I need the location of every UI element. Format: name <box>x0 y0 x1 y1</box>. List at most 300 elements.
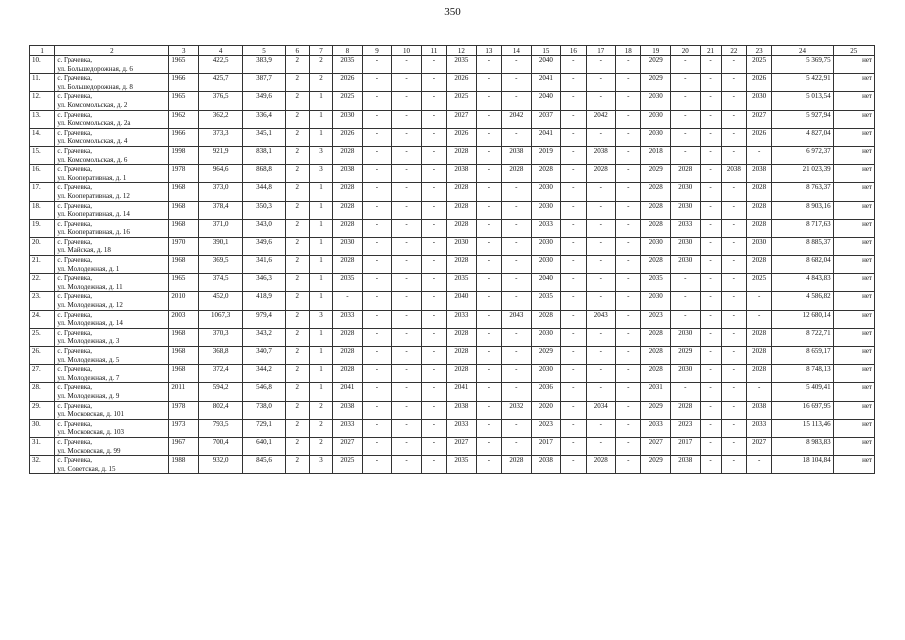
value-cell: 1962 <box>169 110 199 128</box>
address-street: ул. Молодежная, д. 1 <box>57 264 120 273</box>
value-cell: - <box>362 292 392 310</box>
value-cell: 5 369,75 <box>772 56 833 74</box>
column-number-cell: 11 <box>421 46 446 56</box>
value-cell: 2038 <box>447 401 477 419</box>
value-cell: 2 <box>285 146 309 164</box>
value-cell: 2028 <box>447 146 477 164</box>
value-cell: 2028 <box>641 256 671 274</box>
row-number-cell: 18. <box>30 201 55 219</box>
value-cell: 1 <box>309 328 332 346</box>
value-cell: 2029 <box>641 165 671 183</box>
value-cell: - <box>502 383 532 401</box>
value-cell: 2 <box>285 237 309 255</box>
value-cell: 2030 <box>670 256 700 274</box>
value-cell: - <box>700 56 721 74</box>
value-cell: 640,1 <box>243 437 285 455</box>
value-cell: 2026 <box>333 74 363 92</box>
row-number-cell: 29. <box>30 401 55 419</box>
value-cell: - <box>392 401 422 419</box>
address-locality: с. Грачевка, <box>57 74 92 83</box>
value-cell: 2017 <box>531 437 561 455</box>
address-locality: с. Грачевка, <box>57 365 92 374</box>
value-cell: - <box>476 310 501 328</box>
value-cell: - <box>392 165 422 183</box>
column-number-cell: 17 <box>586 46 616 56</box>
value-cell: 2034 <box>586 401 616 419</box>
value-cell: нет <box>833 128 874 146</box>
value-cell: 2 <box>309 401 332 419</box>
address-locality: с. Грачевка, <box>57 56 92 64</box>
value-cell: - <box>362 256 392 274</box>
value-cell: 5 422,91 <box>772 74 833 92</box>
column-number-cell: 12 <box>447 46 477 56</box>
value-cell: - <box>476 92 501 110</box>
value-cell: 2028 <box>447 347 477 365</box>
value-cell: - <box>616 201 641 219</box>
value-cell: - <box>476 383 501 401</box>
value-cell: 18 104,84 <box>772 456 833 474</box>
row-number-cell: 24. <box>30 310 55 328</box>
value-cell: 2036 <box>531 383 561 401</box>
value-cell: - <box>362 419 392 437</box>
value-cell: - <box>421 201 446 219</box>
value-cell: 2018 <box>641 146 671 164</box>
value-cell: 2028 <box>586 165 616 183</box>
value-cell: 2023 <box>531 419 561 437</box>
value-cell: 2029 <box>641 56 671 74</box>
address-locality: с. Грачевка, <box>57 92 92 101</box>
value-cell: - <box>392 292 422 310</box>
address-cell <box>55 328 169 346</box>
value-cell: - <box>421 56 446 74</box>
value-cell: - <box>586 92 616 110</box>
value-cell: 2026 <box>447 74 477 92</box>
table-row <box>30 292 875 310</box>
value-cell: - <box>586 365 616 383</box>
value-cell: - <box>476 201 501 219</box>
value-cell: 422,5 <box>198 56 242 74</box>
value-cell: 2028 <box>333 347 363 365</box>
value-cell: 369,5 <box>198 256 242 274</box>
value-cell: нет <box>833 183 874 201</box>
address-locality: с. Грачевка, <box>57 383 92 392</box>
value-cell: - <box>502 292 532 310</box>
value-cell: 2040 <box>531 56 561 74</box>
value-cell: 2030 <box>531 201 561 219</box>
value-cell: 1965 <box>169 92 199 110</box>
value-cell: - <box>421 292 446 310</box>
value-cell: 2041 <box>531 74 561 92</box>
value-cell: 8 659,17 <box>772 347 833 365</box>
value-cell: - <box>670 383 700 401</box>
value-cell: 2035 <box>333 274 363 292</box>
value-cell: - <box>561 146 586 164</box>
value-cell: 2030 <box>641 92 671 110</box>
value-cell: 2043 <box>502 310 532 328</box>
value-cell: - <box>392 201 422 219</box>
value-cell: - <box>586 383 616 401</box>
value-cell: 1968 <box>169 201 199 219</box>
value-cell: 2035 <box>531 292 561 310</box>
table-row <box>30 328 875 346</box>
value-cell: - <box>721 183 746 201</box>
row-number-cell: 27. <box>30 365 55 383</box>
value-cell: - <box>747 383 772 401</box>
value-cell: 2 <box>285 401 309 419</box>
column-number-cell: 13 <box>476 46 501 56</box>
value-cell: 594,2 <box>198 383 242 401</box>
value-cell: - <box>392 310 422 328</box>
value-cell: - <box>616 456 641 474</box>
value-cell: нет <box>833 219 874 237</box>
value-cell: - <box>616 110 641 128</box>
value-cell: 2038 <box>670 456 700 474</box>
value-cell: 1 <box>309 201 332 219</box>
value-cell: - <box>561 56 586 74</box>
value-cell: - <box>502 419 532 437</box>
value-cell: - <box>421 74 446 92</box>
value-cell: 2 <box>309 437 332 455</box>
value-cell: 1 <box>309 292 332 310</box>
value-cell: 2 <box>285 92 309 110</box>
value-cell: 2030 <box>670 201 700 219</box>
value-cell: 2020 <box>531 401 561 419</box>
value-cell: - <box>586 292 616 310</box>
address-locality: с. Грачевка, <box>57 183 92 192</box>
value-cell: 2029 <box>641 401 671 419</box>
value-cell: 921,9 <box>198 146 242 164</box>
value-cell: - <box>476 110 501 128</box>
value-cell: 8 717,63 <box>772 219 833 237</box>
value-cell: - <box>700 365 721 383</box>
value-cell: - <box>476 237 501 255</box>
value-cell: 2003 <box>169 310 199 328</box>
value-cell: - <box>362 219 392 237</box>
value-cell: - <box>561 437 586 455</box>
value-cell: 372,4 <box>198 365 242 383</box>
value-cell: 2026 <box>747 128 772 146</box>
value-cell: - <box>700 419 721 437</box>
value-cell: 2017 <box>670 437 700 455</box>
value-cell: 2028 <box>747 183 772 201</box>
value-cell: - <box>561 292 586 310</box>
value-cell: - <box>476 401 501 419</box>
value-cell: 345,1 <box>243 128 285 146</box>
value-cell: 336,4 <box>243 110 285 128</box>
column-number-cell: 25 <box>833 46 874 56</box>
value-cell: 452,0 <box>198 292 242 310</box>
value-cell: 3 <box>309 456 332 474</box>
value-cell: - <box>421 92 446 110</box>
value-cell: 373,3 <box>198 128 242 146</box>
value-cell: 2023 <box>641 310 671 328</box>
value-cell: 2028 <box>447 365 477 383</box>
value-cell: 2038 <box>747 165 772 183</box>
column-number-cell: 23 <box>747 46 772 56</box>
row-number-cell: 25. <box>30 328 55 346</box>
value-cell: - <box>670 128 700 146</box>
value-cell: - <box>362 201 392 219</box>
value-cell: - <box>392 383 422 401</box>
table-row <box>30 183 875 201</box>
value-cell: - <box>616 383 641 401</box>
value-cell: 2028 <box>747 328 772 346</box>
value-cell: - <box>586 237 616 255</box>
value-cell: 2038 <box>531 456 561 474</box>
value-cell: 2038 <box>586 146 616 164</box>
value-cell: - <box>721 328 746 346</box>
value-cell: - <box>362 328 392 346</box>
address-cell <box>55 183 169 201</box>
value-cell: 845,6 <box>243 456 285 474</box>
value-cell: - <box>421 110 446 128</box>
value-cell: - <box>616 419 641 437</box>
address-street: ул. Комсомольская, д. 2а <box>57 119 131 128</box>
address-locality: с. Грачевка, <box>57 419 92 428</box>
value-cell: 4 586,82 <box>772 292 833 310</box>
value-cell: - <box>670 292 700 310</box>
value-cell: нет <box>833 347 874 365</box>
value-cell: - <box>476 419 501 437</box>
value-cell: нет <box>833 146 874 164</box>
value-cell: нет <box>833 437 874 455</box>
value-cell: - <box>476 292 501 310</box>
value-cell: 2030 <box>447 237 477 255</box>
value-cell: - <box>476 165 501 183</box>
value-cell: 2035 <box>333 56 363 74</box>
value-cell: 2040 <box>531 274 561 292</box>
value-cell: - <box>586 74 616 92</box>
address-locality: с. Грачевка, <box>57 292 92 301</box>
value-cell: - <box>421 456 446 474</box>
value-cell: 2026 <box>447 128 477 146</box>
address-street: ул. Молодежная, д. 12 <box>57 301 123 310</box>
column-number-cell: 18 <box>616 46 641 56</box>
value-cell: - <box>670 146 700 164</box>
value-cell: 2030 <box>641 237 671 255</box>
value-cell: - <box>421 274 446 292</box>
row-number-cell: 16. <box>30 165 55 183</box>
value-cell: - <box>392 74 422 92</box>
value-cell: 1 <box>309 274 332 292</box>
address-street: ул. Молодежная, д. 11 <box>57 282 123 291</box>
address-cell <box>55 219 169 237</box>
value-cell: - <box>721 201 746 219</box>
value-cell: - <box>700 110 721 128</box>
value-cell: 2037 <box>531 110 561 128</box>
row-number-cell: 26. <box>30 347 55 365</box>
value-cell: - <box>392 92 422 110</box>
value-cell: 2033 <box>333 419 363 437</box>
value-cell: - <box>392 237 422 255</box>
value-cell: 2 <box>285 128 309 146</box>
value-cell: - <box>616 128 641 146</box>
value-cell: 2030 <box>641 110 671 128</box>
value-cell: - <box>502 56 532 74</box>
address-locality: с. Грачевка, <box>57 401 92 410</box>
value-cell: 16 697,95 <box>772 401 833 419</box>
value-cell: 2029 <box>641 74 671 92</box>
value-cell: - <box>362 401 392 419</box>
value-cell: - <box>721 256 746 274</box>
row-number-cell: 17. <box>30 183 55 201</box>
value-cell: 2033 <box>531 219 561 237</box>
value-cell: - <box>586 328 616 346</box>
value-cell: - <box>476 365 501 383</box>
table-row <box>30 165 875 183</box>
value-cell: 2030 <box>333 237 363 255</box>
value-cell: 2 <box>285 56 309 74</box>
address-cell <box>55 310 169 328</box>
value-cell: 2030 <box>670 328 700 346</box>
address-cell <box>55 256 169 274</box>
value-cell: - <box>700 146 721 164</box>
value-cell: - <box>502 183 532 201</box>
column-number-cell: 7 <box>309 46 332 56</box>
address-cell <box>55 419 169 437</box>
table-row <box>30 310 875 328</box>
value-cell: нет <box>833 274 874 292</box>
value-cell: 2019 <box>531 146 561 164</box>
value-cell: 340,7 <box>243 347 285 365</box>
value-cell: 2028 <box>502 165 532 183</box>
value-cell: 5 409,41 <box>772 383 833 401</box>
value-cell: - <box>700 183 721 201</box>
value-cell: - <box>362 383 392 401</box>
value-cell: - <box>561 256 586 274</box>
value-cell: нет <box>833 74 874 92</box>
value-cell: 2028 <box>670 401 700 419</box>
value-cell: 2030 <box>670 365 700 383</box>
housing-register-table <box>29 45 875 474</box>
address-street: ул. Молодежная, д. 3 <box>57 337 120 346</box>
value-cell: - <box>561 74 586 92</box>
value-cell: 2040 <box>447 292 477 310</box>
value-cell: 2 <box>285 347 309 365</box>
value-cell: - <box>502 92 532 110</box>
value-cell: - <box>502 219 532 237</box>
value-cell: - <box>586 56 616 74</box>
value-cell: 2035 <box>447 56 477 74</box>
address-locality: с. Грачевка, <box>57 437 92 446</box>
value-cell: 1965 <box>169 56 199 74</box>
value-cell: 1988 <box>169 456 199 474</box>
value-cell: - <box>362 165 392 183</box>
value-cell: 2033 <box>641 419 671 437</box>
value-cell: - <box>586 437 616 455</box>
value-cell: 2 <box>285 365 309 383</box>
value-cell: 838,1 <box>243 146 285 164</box>
table-row <box>30 456 875 474</box>
value-cell: 1 <box>309 237 332 255</box>
value-cell: - <box>700 437 721 455</box>
value-cell: 2025 <box>333 92 363 110</box>
value-cell: 3 <box>309 146 332 164</box>
value-cell: - <box>502 437 532 455</box>
value-cell: - <box>476 128 501 146</box>
value-cell: 2035 <box>447 456 477 474</box>
value-cell: 418,9 <box>243 292 285 310</box>
address-cell <box>55 201 169 219</box>
table-row <box>30 110 875 128</box>
value-cell: - <box>421 347 446 365</box>
value-cell: 2033 <box>670 219 700 237</box>
value-cell: 2041 <box>447 383 477 401</box>
value-cell: 2028 <box>333 146 363 164</box>
value-cell: - <box>616 219 641 237</box>
row-number-cell: 22. <box>30 274 55 292</box>
value-cell: - <box>362 110 392 128</box>
value-cell: - <box>721 365 746 383</box>
value-cell: 2 <box>285 274 309 292</box>
row-number-cell: 10. <box>30 56 55 74</box>
value-cell: 2038 <box>447 165 477 183</box>
value-cell: - <box>392 219 422 237</box>
value-cell: 370,3 <box>198 328 242 346</box>
value-cell: 2030 <box>531 256 561 274</box>
value-cell: 2028 <box>586 456 616 474</box>
value-cell: 2028 <box>747 256 772 274</box>
value-cell: - <box>362 128 392 146</box>
value-cell: 376,5 <box>198 92 242 110</box>
table-row <box>30 437 875 455</box>
column-number-cell: 10 <box>392 46 422 56</box>
value-cell: - <box>476 74 501 92</box>
value-cell: 8 983,83 <box>772 437 833 455</box>
address-cell <box>55 401 169 419</box>
value-cell: нет <box>833 256 874 274</box>
value-cell: - <box>421 328 446 346</box>
value-cell: - <box>392 419 422 437</box>
address-locality: с. Грачевка, <box>57 256 92 265</box>
value-cell: - <box>421 256 446 274</box>
address-cell <box>55 437 169 455</box>
value-cell: 371,0 <box>198 219 242 237</box>
value-cell: 21 023,39 <box>772 165 833 183</box>
value-cell: - <box>476 256 501 274</box>
value-cell: 2033 <box>333 310 363 328</box>
value-cell: 390,1 <box>198 237 242 255</box>
column-number-cell: 3 <box>169 46 199 56</box>
column-number-cell: 2 <box>55 46 169 56</box>
value-cell: 2028 <box>531 165 561 183</box>
value-cell: 1966 <box>169 74 199 92</box>
address-street: ул. Большедорожная, д. 8 <box>57 82 133 91</box>
value-cell: - <box>700 274 721 292</box>
value-cell: - <box>392 456 422 474</box>
value-cell: нет <box>833 110 874 128</box>
value-cell: - <box>616 437 641 455</box>
value-cell: - <box>670 56 700 74</box>
value-cell: 2027 <box>333 437 363 455</box>
value-cell: 373,0 <box>198 183 242 201</box>
value-cell: 2029 <box>641 456 671 474</box>
value-cell: 1 <box>309 365 332 383</box>
value-cell: 1968 <box>169 183 199 201</box>
value-cell: - <box>700 237 721 255</box>
value-cell: - <box>333 292 363 310</box>
value-cell: 2028 <box>447 328 477 346</box>
value-cell: 2025 <box>747 274 772 292</box>
value-cell: - <box>700 256 721 274</box>
value-cell: нет <box>833 328 874 346</box>
value-cell: 1968 <box>169 328 199 346</box>
row-number-cell: 21. <box>30 256 55 274</box>
column-number-cell: 14 <box>502 46 532 56</box>
value-cell: 5 013,54 <box>772 92 833 110</box>
value-cell: - <box>392 110 422 128</box>
address-street: ул. Молодежная, д. 9 <box>57 391 120 400</box>
